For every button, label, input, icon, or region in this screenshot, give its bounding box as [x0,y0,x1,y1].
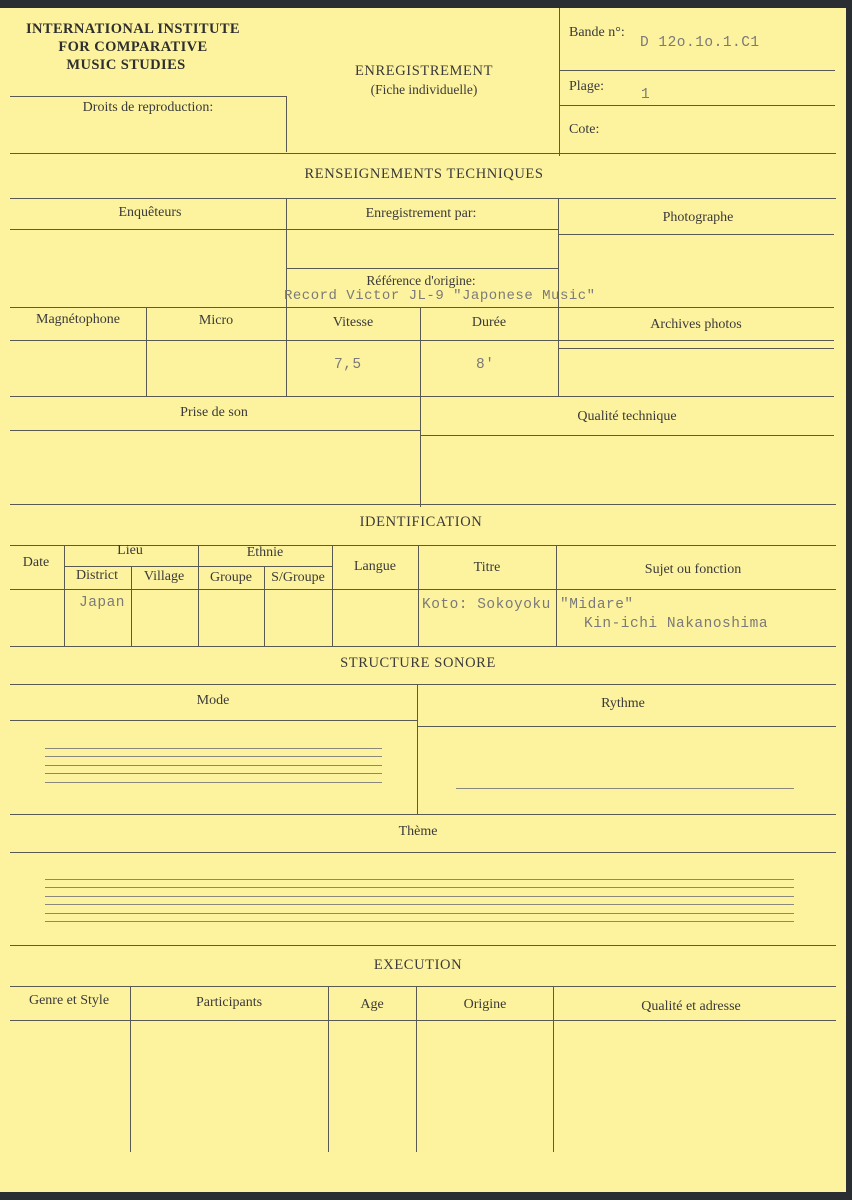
sujet-label: Sujet ou fonction [644,562,742,577]
plage-value: 1 [641,87,651,103]
rythme-label: Rythme [601,696,645,711]
groupe-label: Groupe [210,570,252,585]
district-value: Japan [79,595,126,611]
date-label: Date [22,555,50,570]
section-title-technique: RENSEIGNEMENTS TECHNIQUES [304,166,544,182]
institute-name-line3: MUSIC STUDIES [66,57,186,73]
vitesse-value: 7,5 [334,357,362,373]
bande-label: Bande n°: [569,25,625,40]
ethnie-label: Ethnie [246,545,284,560]
sgroupe-label: S/Groupe [271,570,325,585]
plage-label: Plage: [569,79,604,94]
magnetophone-label: Magnétophone [36,312,120,327]
performer-value: Kin-ichi Nakanoshima [584,616,769,632]
bande-value: D 12o.1o.1.C1 [640,35,760,51]
origine-label: Origine [463,997,507,1012]
mode-label: Mode [196,693,230,708]
section-title-identification: IDENTIFICATION [359,514,483,530]
prise-de-son-label: Prise de son [180,405,248,420]
genre-style-label: Genre et Style [28,993,110,1008]
district-label: District [76,568,118,583]
archives-label: Archives photos [650,317,742,332]
form-subtitle: (Fiche individuelle) [370,82,478,97]
section-title-execution: EXECUTION [373,957,463,973]
enregistrement-label: Enregistrement par: [365,206,477,221]
cote-label: Cote: [569,122,600,137]
participants-label: Participants [195,995,263,1010]
reference-label: Référence d'origine: [366,273,476,288]
qualite-technique-label: Qualité technique [577,409,677,424]
langue-label: Langue [354,559,396,574]
vitesse-label: Vitesse [332,315,374,330]
institute-name-line1: INTERNATIONAL INSTITUTE [25,21,241,37]
form-title: ENREGISTREMENT [354,63,494,79]
village-label: Village [143,569,185,584]
photographe-label: Photographe [662,210,734,225]
titre-label: Titre [473,560,501,575]
theme-label: Thème [398,824,438,839]
section-title-structure: STRUCTURE SONORE [340,655,496,671]
institute-name-line2: FOR COMPARATIVE [58,39,208,55]
titre-value: Koto: Sokoyoku "Midare" [422,597,634,613]
qualite-adresse-label: Qualité et adresse [641,999,741,1014]
catalog-card [0,8,846,1192]
micro-label: Micro [198,313,234,328]
duree-value: 8' [476,357,495,373]
enqueteurs-label: Enquêteurs [118,205,182,220]
duree-label: Durée [471,315,507,330]
age-label: Age [360,997,384,1012]
lieu-label: Lieu [117,543,143,558]
reference-value: Record Victor JL-9 "Japonese Music" [284,288,596,304]
rights-label: Droits de reproduction: [82,100,214,115]
